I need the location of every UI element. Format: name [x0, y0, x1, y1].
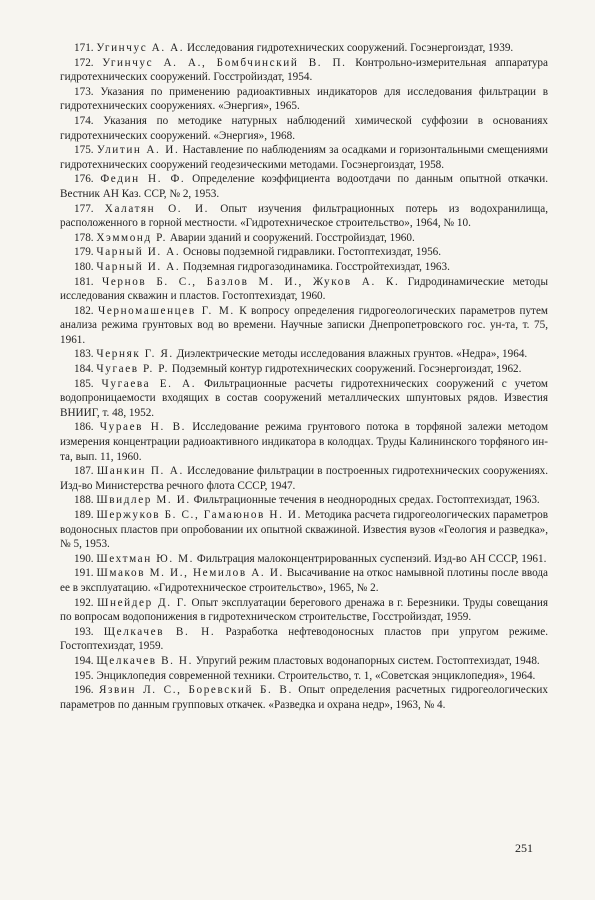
reference-text: Энциклопедия современной техники. Строительство, т. 1, «Советская энциклопедия», 1964. [96, 669, 536, 682]
reference-number: 196. [74, 684, 94, 697]
reference-text: Подземный контур гидротехнических сооружений. Госэнергоиздат, 1962. [171, 363, 522, 376]
reference-number: 192. [74, 596, 94, 609]
reference-author: Чернов Б. С., Базлов М. И., Жуков А. К. [102, 275, 400, 288]
reference-item [60, 493, 548, 508]
reference-number: 181. [74, 275, 94, 288]
reference-author: Чарный И. А. [96, 246, 181, 259]
reference-number: 171. [74, 42, 94, 54]
reference-item [60, 41, 548, 56]
reference-text: Высачивание на откос намывной плотины после ввода ее в эксплуатацию. «Гидротехническое строительство», 1965, № 2. [60, 567, 549, 594]
reference-number: 174. [74, 114, 94, 127]
reference-text: Разработка нефтеводоносных пластов при упругом режиме. Гостоптехиздат, 1959. [60, 625, 549, 653]
reference-item [60, 596, 548, 625]
reference-author: Шанкин П. А. [96, 465, 184, 478]
reference-author: Щелкачев В. Н. [103, 625, 216, 638]
reference-author: Щелкачев В. Н. [96, 654, 193, 667]
reference-number: 193. [74, 625, 94, 638]
reference-author: Улитин А. И. [96, 144, 180, 157]
reference-author: Шмаков М. И., Немилов А. И. [96, 567, 284, 580]
reference-author: Угинчус А. А., Бомбчинский В. П. [102, 56, 347, 69]
reference-item [60, 143, 548, 172]
reference-item [60, 566, 548, 595]
reference-text: Гидродинамические методы исследования скважин и пластов. Гостоптехиздат, 1960. [60, 275, 548, 303]
reference-number: 186. [74, 421, 94, 434]
reference-item [60, 420, 548, 464]
reference-text: Исследование фильтрации в построенных гидротехнических сооружениях. Изд-во Министерства речного флота СССР, 1947. [60, 465, 549, 492]
reference-text: Указания по методике натурных наблюдений химической суффозии в основаниях гидротехнических сооружений. «Энергия», 1968. [60, 114, 548, 142]
reference-item [60, 275, 548, 304]
reference-number: 183. [74, 348, 94, 361]
reference-number: 175. [74, 144, 94, 157]
reference-text: Опыт определения расчетных гидрогеологических параметров по данным групповых откачек. «Разведка и охрана недр», 1963, № 4. [60, 684, 549, 711]
reference-text: Опыт эксплуатации берегового дренажа в г. Березники. Труды совещания по вопросам водопонижения в гидротехническом строительстве, Госстройиздат, 1959. [60, 596, 549, 624]
reference-text: Фильтрация малоконцентрированных суспензий. Изд-во АН СССР, 1961. [196, 552, 547, 565]
reference-number: 184. [74, 363, 94, 376]
reference-author: Хэммонд Р. [96, 231, 168, 244]
reference-list [60, 41, 548, 712]
reference-author: Язвин Л. С., Боревский Б. В. [98, 684, 293, 697]
reference-item [60, 56, 548, 85]
reference-author: Угинчус А. А. [96, 42, 185, 54]
reference-item [60, 669, 548, 684]
reference-item [60, 114, 548, 143]
reference-author: Черномашенцев Г. М. [97, 304, 235, 317]
reference-number: 180. [74, 260, 94, 273]
reference-text: Опыт изучения фильтрационных потерь из водохранилища, расположенного в горной местности. «Гидротехническое строительство», 1964, № 10. [60, 202, 548, 230]
reference-item [60, 508, 548, 552]
reference-item [60, 85, 548, 114]
reference-text: Указания по применению радиоактивных индикаторов для исследования фильтрации в гидротехнических сооружениях. «Энергия», 1965. [60, 85, 549, 113]
reference-item [60, 654, 548, 669]
reference-author: Федин Н. Ф. [100, 173, 186, 186]
reference-item [60, 260, 548, 275]
reference-text: Подземная гидрогазодинамика. Госстройтехиздат, 1963. [183, 260, 450, 273]
reference-author: Швидлер М. И. [96, 494, 191, 507]
reference-author: Чугаева Е. А. [101, 377, 197, 390]
reference-number: 176. [74, 173, 94, 186]
reference-author: Чугаев Р. Р. [96, 363, 170, 376]
reference-item [60, 202, 548, 231]
reference-item [60, 683, 548, 712]
reference-item [60, 245, 548, 260]
reference-number: 179. [74, 246, 94, 259]
reference-number: 189. [74, 509, 94, 521]
reference-item [60, 347, 548, 362]
reference-author: Шехтман Ю. М. [96, 552, 195, 565]
reference-number: 195. [74, 669, 94, 682]
reference-number: 188. [74, 494, 94, 507]
reference-item [60, 362, 548, 377]
reference-number: 185. [74, 377, 94, 390]
reference-author: Чарный И. А. [96, 260, 181, 273]
reference-author: Чураев Н. В. [99, 421, 187, 434]
reference-text: Фильтрационные расчеты гидротехнических сооружений с учетом водопроницаемости входящих в состав сооружений металлических шпунтовых рядов. Известия ВНИИГ, т. 48, 1952. [60, 377, 548, 419]
reference-number: 172. [74, 56, 94, 69]
reference-item [60, 464, 548, 493]
reference-author: Шержуков Б. С., Гамаюнов Н. И. [96, 509, 303, 521]
reference-number: 187. [74, 465, 94, 478]
reference-number: 194. [74, 654, 94, 667]
reference-text: Методика расчета гидрогеологических параметров водоносных пластов при опробовании их опытной скважиной. Известия вузов «Геология и разведка», № 5, 1953. [60, 509, 548, 551]
reference-item [60, 377, 548, 421]
reference-text: К вопросу определения гидрогеологических параметров путем анализа режима грунтовых вод во времени. Научные записки Днепропетровского гос. ун-та, т. 75, 1961. [60, 304, 548, 346]
reference-text: Исследование режима грунтового потока в торфяной залежи методом измерения концентрации радиоактивного индикатора в колодцах. Труды Калининского торфяного ин-та, вып. 11, 1960. [60, 421, 549, 463]
reference-text: Основы подземной гидравлики. Гостоптехиздат, 1956. [183, 246, 442, 259]
reference-text: Упругий режим пластовых водонапорных систем. Гостоптехиздат, 1948. [195, 654, 540, 667]
reference-number: 178. [74, 231, 94, 244]
reference-number: 190. [74, 552, 94, 565]
reference-number: 177. [74, 202, 94, 215]
reference-item [60, 552, 548, 567]
reference-item [60, 304, 548, 348]
reference-item [60, 625, 548, 654]
reference-number: 182. [74, 304, 94, 317]
reference-text: Фильтрационные течения в неоднородных средах. Гостоптехиздат, 1963. [193, 494, 540, 507]
reference-text: Контрольно-измерительная аппаратура гидротехнических сооружений. Госстройиздат, 1954. [60, 56, 548, 84]
reference-number: 191. [74, 567, 94, 580]
reference-text: Аварии зданий и сооружений. Госстройиздат, 1960. [169, 231, 415, 244]
reference-item [60, 231, 548, 246]
page-number: 251 [515, 841, 533, 855]
reference-text: Определение коэффициента водоотдачи по данным опытной откачки. Вестник АН Каз. ССР, № 2, 1953. [60, 173, 549, 200]
reference-author: Шнейдер Д. Г. [97, 596, 188, 609]
reference-item [60, 172, 548, 201]
reference-author: Халатян О. И. [104, 202, 210, 215]
reference-text: Исследования гидротехнических сооружений. Госэнергоиздат, 1939. [187, 42, 514, 54]
reference-text: Диэлектрические методы исследования влажных грунтов. «Недра», 1964. [176, 348, 528, 361]
reference-number: 173. [74, 85, 94, 98]
reference-text: Наставление по наблюдениям за осадками и горизонтальными смещениями гидротехнических сооружений геодезическими методами. Госэнергоиздат, 1958. [60, 144, 548, 171]
reference-author: Черняк Г. Я. [96, 348, 174, 361]
